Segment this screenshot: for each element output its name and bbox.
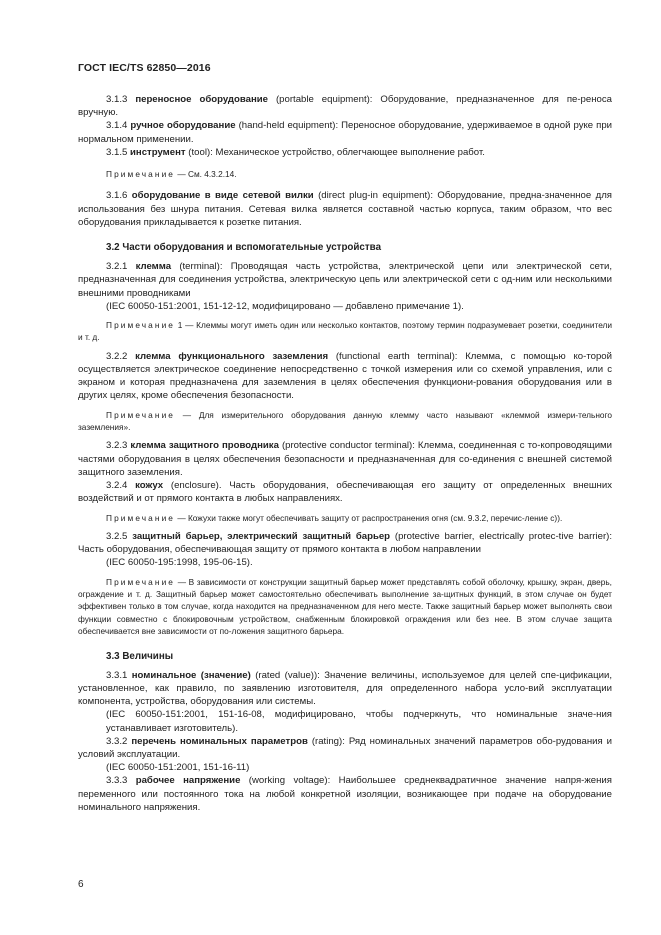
definition-text: (functional earth terminal): Клемма, с помощью ко-торой осуществляется электрическое соединение непосредственно с точкой измерения или со схемой управления, или с экраном и которая предназначена для заземления в целях обеспечения функциони-рования оборудования или в других целях, кроме обеспечения безопасности. — [78, 350, 612, 402]
definition-text: (protective conductor terminal): Клемма, соединенная с то-копроводящими частями оборудования в целях обеспечения безопасности и предназначенная для со-единения с внешней системой защитного заземления. — [78, 440, 613, 478]
definition-3-1-5 — [78, 146, 612, 159]
definition-3-2-4 — [78, 479, 612, 505]
definition-3-1-4 — [78, 119, 612, 145]
clause-number: 3.1.3 — [106, 94, 128, 105]
source-reference: (IEC 60050-151:2001, 151-12-12, модифицировано — добавлено примечание 1). — [106, 300, 464, 312]
clause-number: 3.3.1 — [106, 669, 128, 681]
clause-number: 3.1.6 — [106, 190, 128, 202]
term: перечень номинальных параметров — [131, 735, 308, 747]
clause-number: 3.1.5 — [106, 146, 128, 158]
note-label: Примечание — [106, 169, 176, 180]
clause-number: 3.3.3 — [106, 775, 128, 787]
term: ручное оборудование — [130, 120, 236, 132]
term: оборудование в виде сетевой вилки — [131, 190, 314, 202]
note-4 — [78, 512, 612, 524]
definition-3-3-3 — [78, 774, 612, 814]
definition-text: (rated (value)): Значение величины, используемое для целей спе-цификации, установленное, как правило, по заявлению изготовителя, для определенного набора усло-вий эксплуатации компонента, устройства, оборудования или системы. — [78, 669, 612, 708]
section-heading-3-3: 3.3 Величины — [106, 650, 174, 662]
note-text: — Для измерительного оборудования данную клемму часто называют «клеммой измери-тельного заземления». — [78, 409, 612, 433]
definition-3-2-1 — [78, 260, 612, 300]
definition-3-2-3 — [78, 439, 612, 479]
note-label: Примечание — [106, 409, 176, 420]
definition-3-3-1 — [78, 669, 612, 709]
definition-3-1-6 — [78, 189, 612, 229]
definition-text: (rating): Ряд номинальных значений параметров обо-рудования и условий эксплуатации. — [78, 735, 612, 760]
definition-text: (direct plug-in equipment): Оборудование, предна-значенное для использования без шнура питания. Сетевая вилка является составной частью корпуса, таким образом, что вес оборудования прикладывается к розетке питания. — [78, 190, 612, 228]
note-3 — [78, 409, 612, 434]
document-header: ГОСТ IEC/TS 62850—2016 — [78, 62, 211, 74]
document-body — [78, 93, 612, 814]
source-reference: (IEC 60050-151:2001, 151-16-11) — [106, 762, 250, 774]
note-text: — В зависимости от конструкции защитный барьер может представлять собой оболочку, крышку, экран, дверь, ограждение и т. д. Защитный барьер может самостоятельно обеспечивать выполнение за-щитных функций, в этом случае он будет эффективен только в том случае, когда находится на предназначенном для него месте. Также защитный барьер может выполнять свои функции совместно с блокировочным устройством, снабженным блокировкой ограждения или без нее. В этом случае защита обеспечивается вне зависимости от по-ложения защитного барьера. — [78, 576, 612, 637]
section-heading-3-2: 3.2 Части оборудования и вспомогательные устройства — [106, 242, 382, 254]
definition-3-3-2 — [78, 735, 612, 761]
clause-number: 3.2.5 — [106, 530, 128, 542]
term: кожух — [135, 480, 164, 492]
source-reference: (IEC 60050-151:2001, 151-16-08, модифицировано, чтобы подчеркнуть, что номинальные значе-ния устанавливает изготовитель). — [106, 709, 612, 734]
term: клемма функционального заземления — [135, 350, 329, 362]
note-5 — [78, 576, 612, 638]
note-label: Примечание — [106, 320, 176, 331]
definition-3-2-5 — [78, 530, 612, 556]
definition-text: (terminal): Проводящая часть устройства, электрической цепи или электрической сети, предназначенная для соединения устройства, электрическую цепь или электрической сети с од-ним или несколькими внешними проводниками — [78, 261, 612, 299]
clause-number: 3.3.2 — [106, 735, 128, 747]
clause-number: 3.2.1 — [106, 261, 128, 273]
definition-text: (enclosure). Часть оборудования, обеспечивающая его защиту от определенных внешних воздействий и от прямого контакта в любых направлениях. — [78, 480, 612, 505]
note-text: — Кожухи также могут обеспечивать защиту от распространения огня (см. 9.3.2, перечис-ление с)). — [177, 512, 563, 523]
note-2 — [78, 319, 612, 344]
term: переносное оборудование — [135, 94, 269, 105]
source-reference: (IEC 60050-195:1998, 195-06-15). — [106, 557, 253, 569]
page-number: 6 — [78, 879, 84, 890]
term: защитный барьер, электрический защитный барьер — [132, 530, 391, 542]
note-label: Примечание — [106, 512, 176, 523]
note-label: Примечание — [106, 576, 176, 587]
definition-text: (tool): Механическое устройство, облегчающее выполнение работ. — [188, 146, 485, 158]
term: клемма защитного проводника — [130, 440, 279, 452]
note-1 — [78, 168, 612, 180]
definition-text: (protective barrier, electrically protec-tive barrier): Часть оборудования, обеспечивающая защиту от прямого контакта в любом направлении — [78, 530, 613, 556]
term: клемма — [135, 261, 172, 273]
clause-number: 3.2.2 — [106, 350, 128, 362]
clause-number: 3.2.4 — [106, 480, 128, 492]
definition-text: (working voltage): Наибольшее среднеквадратичное значение напря-жения переменного или постоянного тока на любой конкретной изоляции, возникающее при подаче на оборудование номинального напряжения. — [78, 775, 612, 813]
term: номинальное (значение) — [131, 669, 251, 681]
definition-text: (hand-held equipment): Переносное оборудование, удерживаемое в одной руке при нормальном применении. — [78, 120, 613, 145]
term: рабочее напряжение — [135, 775, 241, 787]
clause-number: 3.2.3 — [106, 440, 128, 452]
definition-3-2-2 — [78, 350, 612, 403]
definition-text: (portable equipment): Оборудование, предназначенное для пе-реноса вручную. — [78, 94, 612, 119]
definition-3-1-3 — [78, 93, 612, 119]
note-text: — См. 4.3.2.14. — [177, 169, 237, 180]
clause-number: 3.1.4 — [106, 120, 128, 132]
note-text: 1 — Клеммы могут иметь один или несколько контактов, поэтому термин подразумевает розетки, соединители и т. д. — [78, 320, 613, 343]
term: инструмент — [130, 146, 186, 158]
